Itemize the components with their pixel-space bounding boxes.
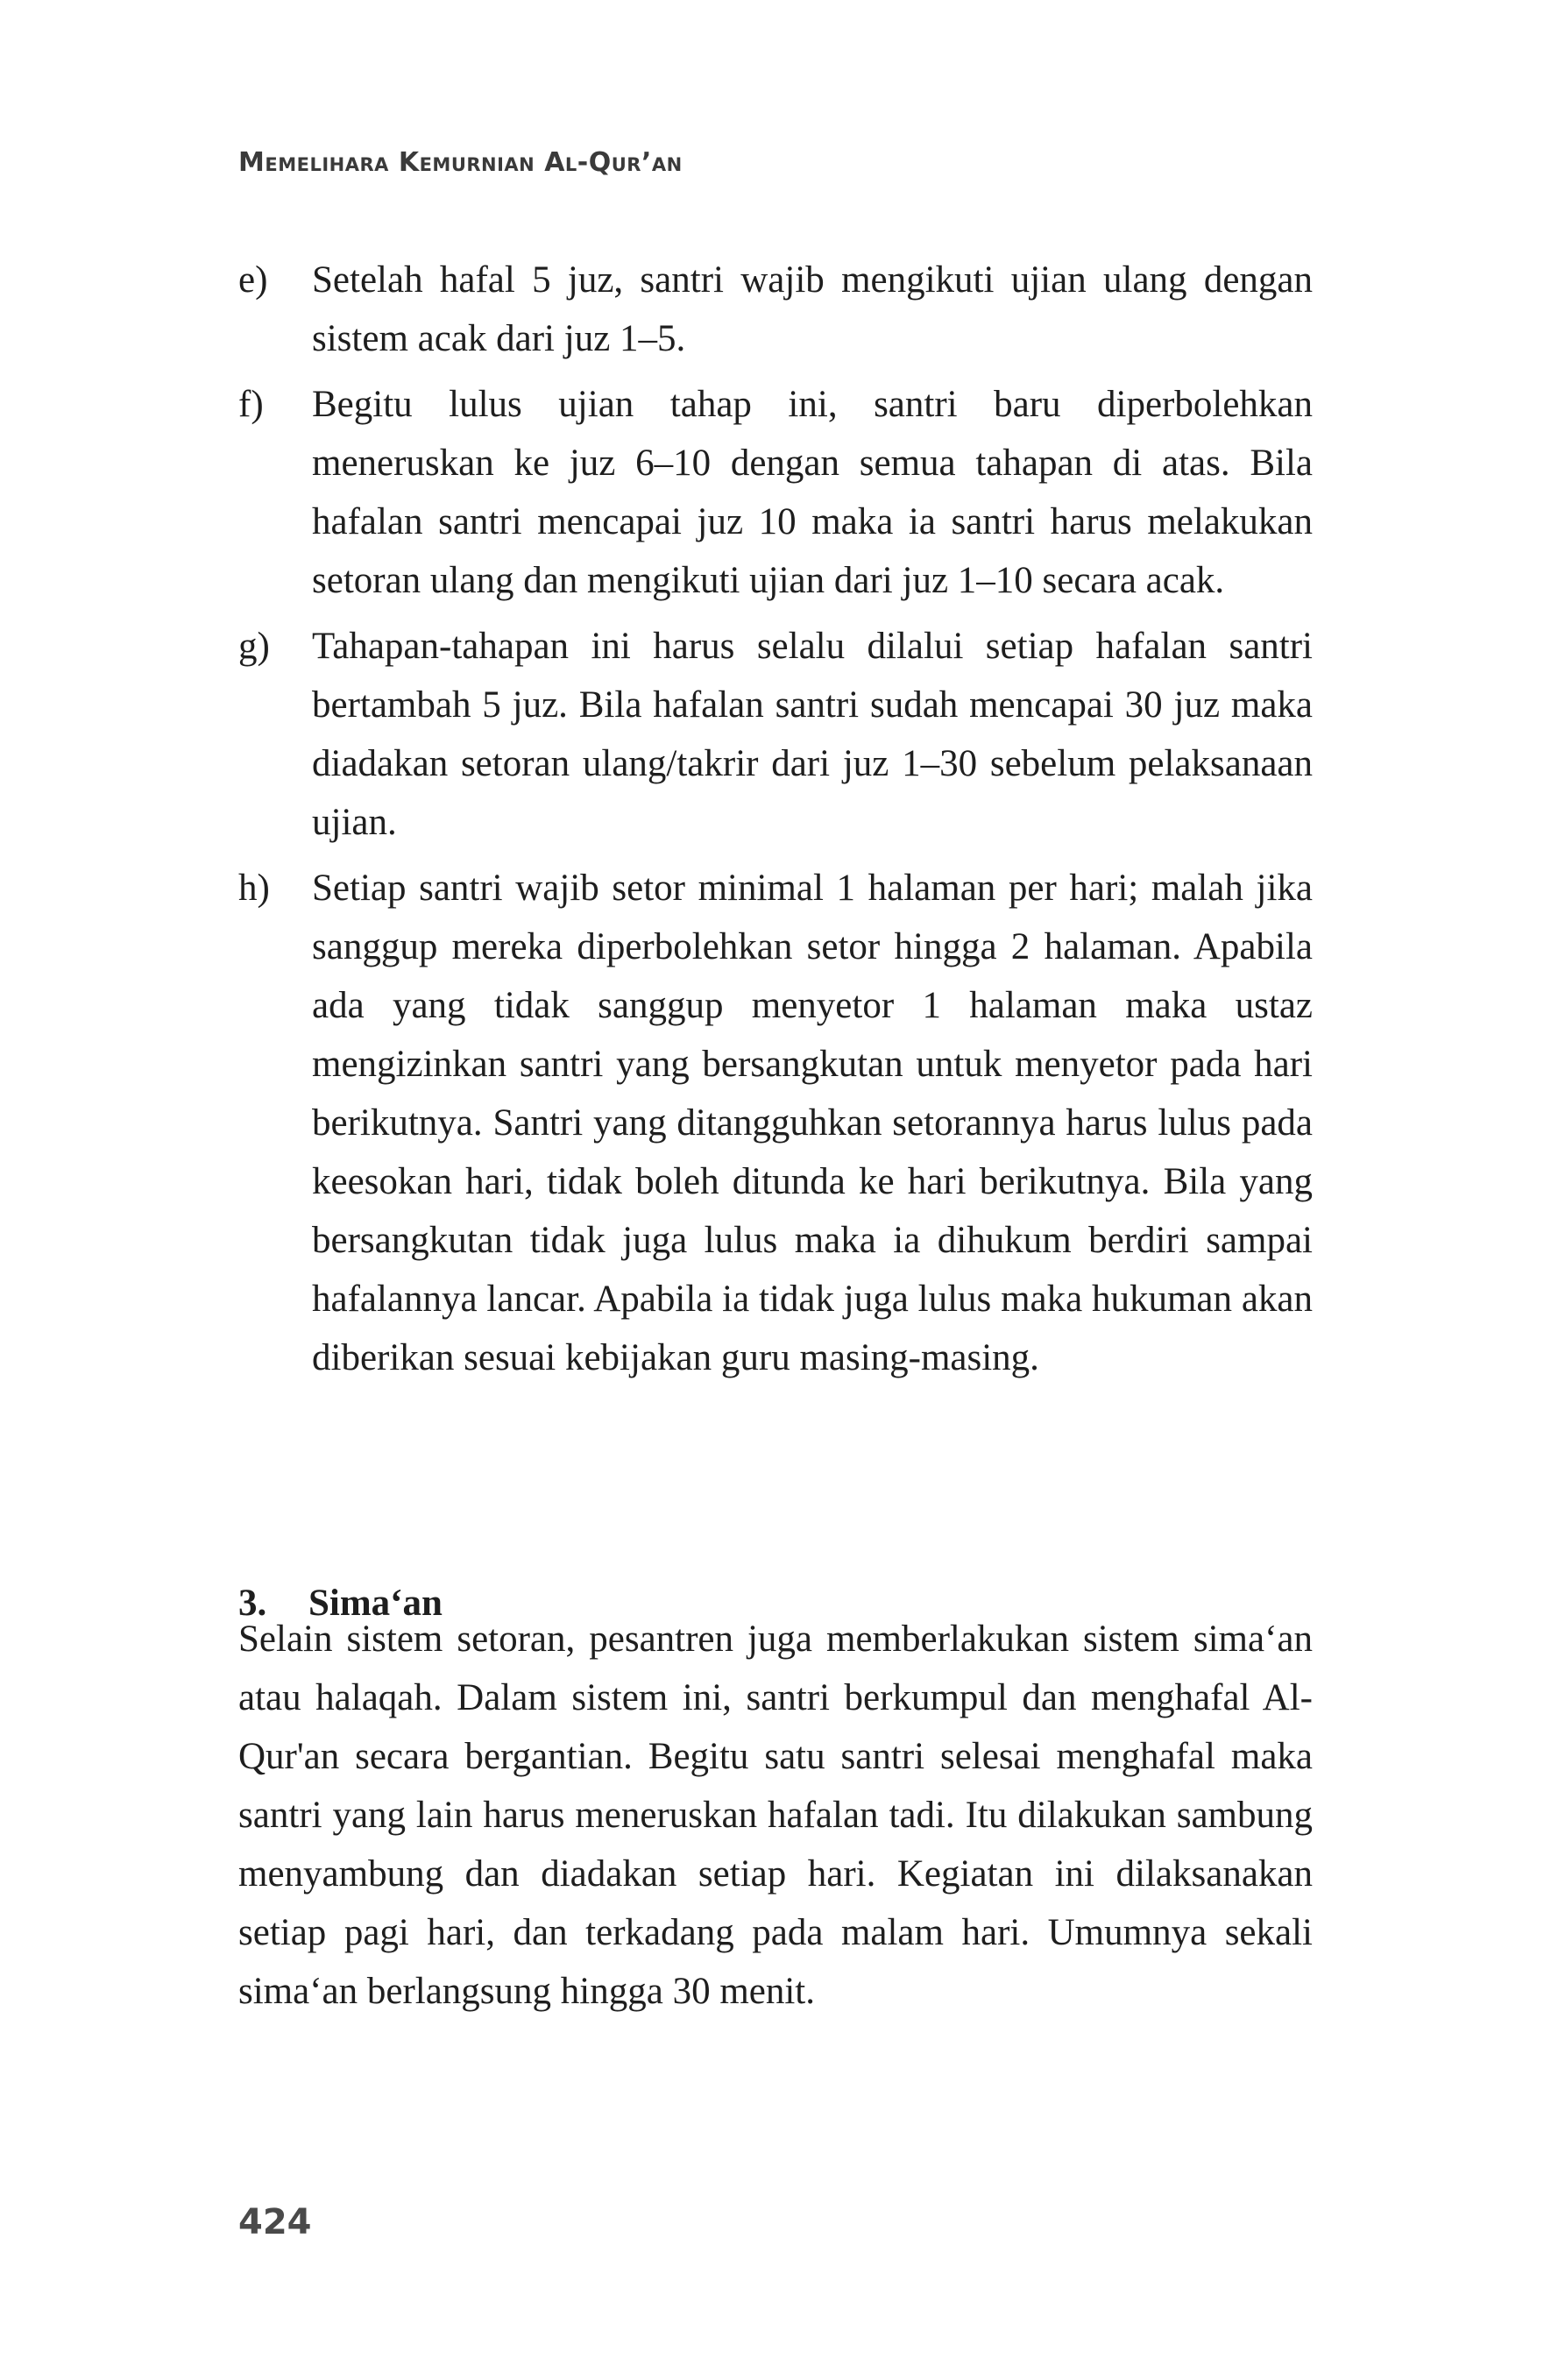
list-marker: g) — [238, 626, 270, 667]
section-paragraph: Selain sistem setoran, pesantren juga memberlakukan sistem sima‘an atau halaqah. Dalam sistem ini, santri berkumpul dan menghafal Al-Qur'an secara bergantian. Begitu satu santri selesai menghafal maka santri yang lain harus meneruskan hafalan tadi. Itu dilakukan sambung menyambung dan diadakan setiap hari. Kegiatan ini dilaksanakan setiap pagi hari, dan terkadang pada malam hari. Umumnya sekali sima‘an berlangsung hingga 30 menit. — [238, 1619, 1313, 2012]
list-marker: e) — [238, 259, 268, 301]
list-item-text: Setelah hafal 5 juz, santri wajib mengikuti ujian ulang dengan sistem acak dari juz 1–5. — [312, 259, 1313, 359]
list-marker: h) — [238, 868, 270, 909]
page-number: 424 — [238, 2202, 312, 2242]
list-item-e — [238, 251, 1313, 368]
list-item-h — [238, 859, 1313, 1387]
running-header: Memelihara Kemurnian Al-Qur’an — [238, 147, 683, 178]
list-item-text: Begitu lulus ujian tahap ini, santri baru diperbolehkan meneruskan ke juz 6–10 dengan semua tahapan di atas. Bila hafalan santri mencapai juz 10 maka ia santri harus melakukan setoran ulang dan mengikuti ujian dari juz 1–10 secara acak. — [312, 384, 1313, 601]
list-item-text: Setiap santri wajib setor minimal 1 halaman per hari; malah jika sanggup mereka diperbolehkan setor hingga 2 halaman. Apabila ada yang tidak sanggup menyetor 1 halaman maka ustaz mengizinkan santri yang bersangkutan untuk menyetor pada hari berikutnya. Santri yang ditangguhkan setorannya harus lulus pada keesokan hari, tidak boleh ditunda ke hari berikutnya. Bila yang bersangkutan tidak juga lulus maka ia dihukum berdiri sampai hafalannya lancar. Apabila ia tidak juga lulus maka hukuman akan diberikan sesuai kebijakan guru masing-masing. — [312, 868, 1313, 1378]
section-title: Sima‘an — [308, 1582, 443, 1624]
section-number: 3. — [238, 1582, 267, 1624]
procedure-list — [238, 251, 1313, 1394]
list-item-text: Tahapan-tahapan ini harus selalu dilalui setiap hafalan santri bertambah 5 juz. Bila hafalan santri sudah mencapai 30 juz maka diadakan setoran ulang/takrir dari juz 1–30 sebelum pelaksanaan ujian. — [312, 626, 1313, 843]
list-item-f — [238, 375, 1313, 610]
list-item-g — [238, 617, 1313, 852]
list-marker: f) — [238, 384, 264, 425]
